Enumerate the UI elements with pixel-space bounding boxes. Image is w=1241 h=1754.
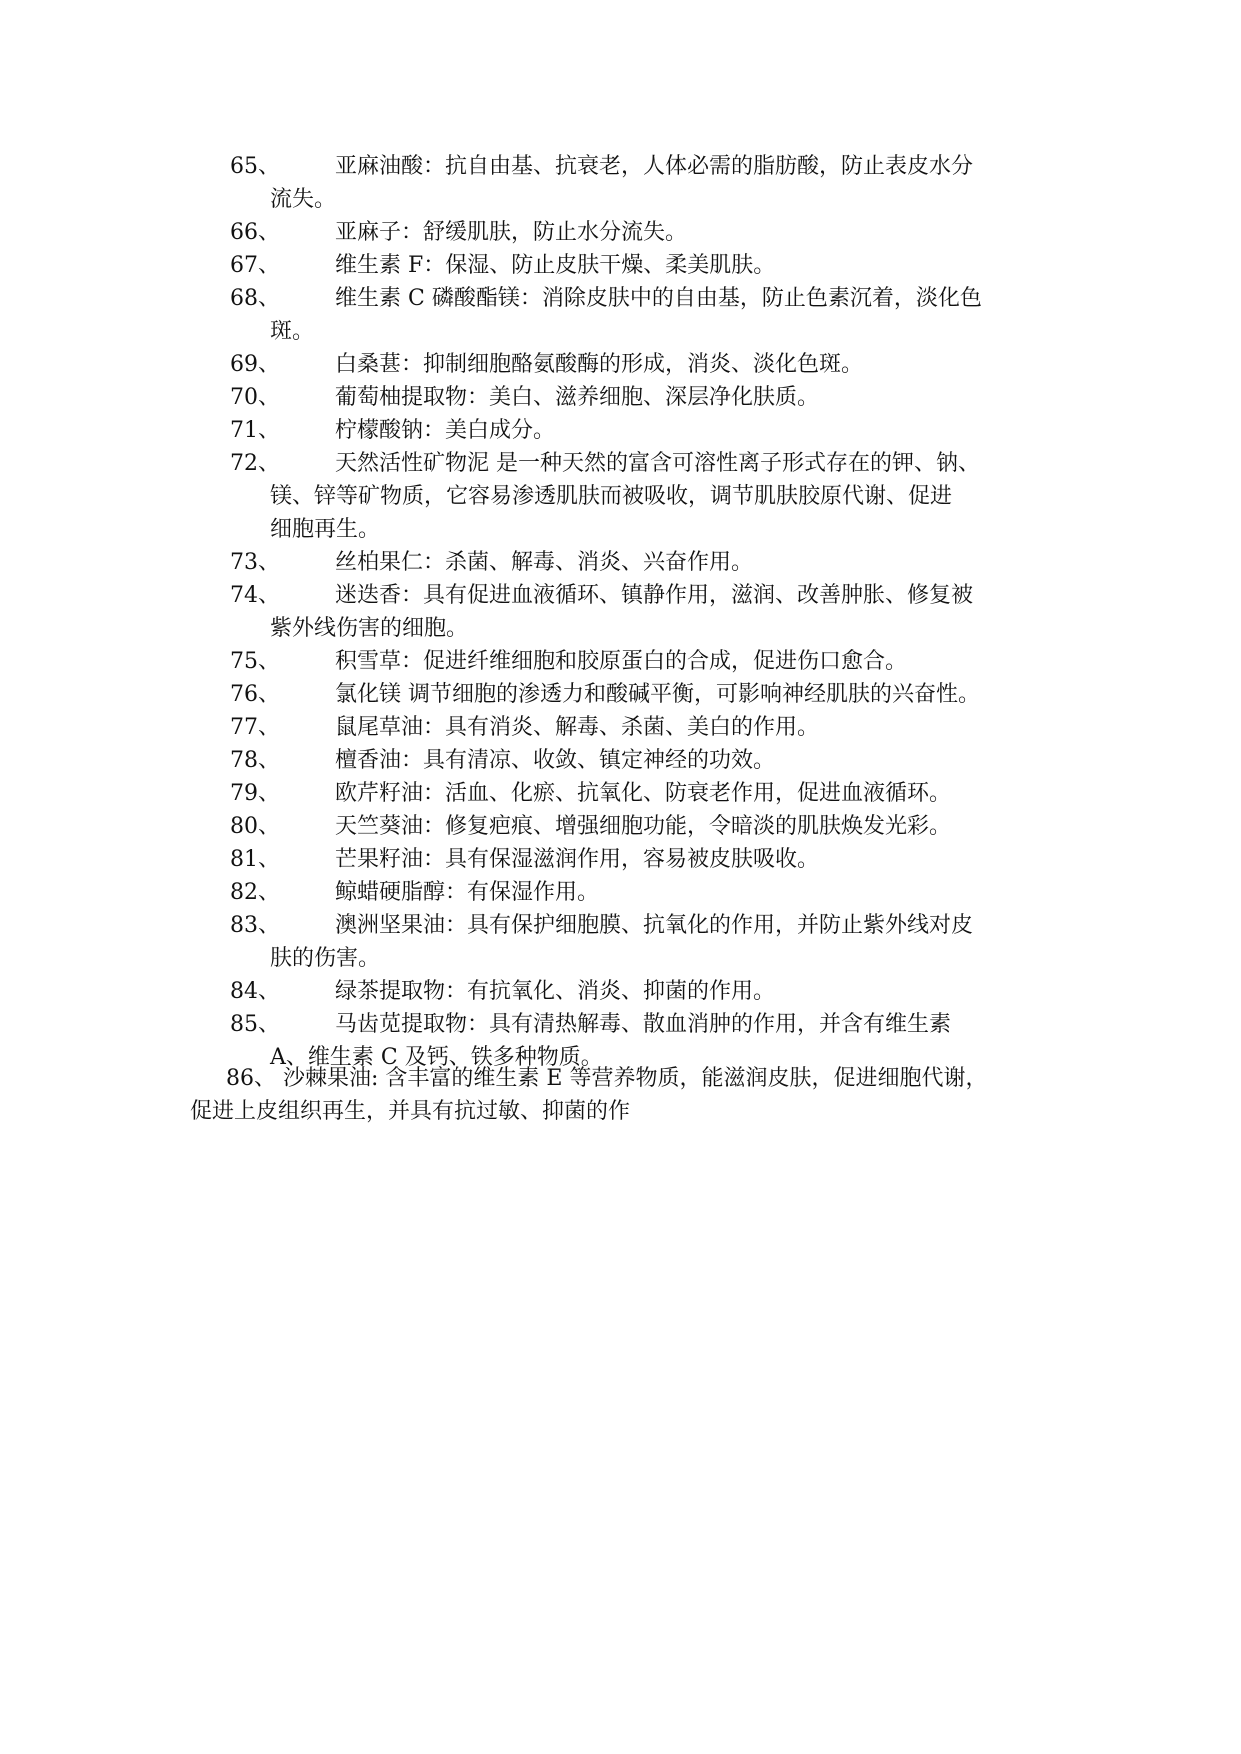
item-term: 鼠尾草油： <box>335 715 446 740</box>
item-number: 77、 <box>230 715 280 740</box>
item-term: 马齿苋提取物： <box>335 1012 490 1037</box>
list-item-86 <box>190 1062 1050 1128</box>
list-item <box>230 249 1050 282</box>
list-item <box>230 645 1050 678</box>
item-description: 是一种天然的富含可溶性离子形式存在的钾、钠、 <box>496 451 981 476</box>
item-term: 维生素 C 磷酸酯镁： <box>335 286 542 311</box>
item-term: 檀香油： <box>335 748 424 773</box>
item-number: 74、 <box>230 583 280 608</box>
item-number: 79、 <box>230 781 280 806</box>
item-number: 67、 <box>230 253 280 278</box>
item-description: 杀菌、解毒、消炎、兴奋作用。 <box>445 550 754 575</box>
list-item <box>230 744 1050 777</box>
list-item <box>230 150 1050 216</box>
item-number: 72、 <box>230 451 280 476</box>
item-description: 消除皮肤中的自由基，防止色素沉着，淡化色 <box>541 286 982 311</box>
item-description: 有保湿作用。 <box>467 880 600 905</box>
list-item <box>230 876 1050 909</box>
item-description: 美白、滋养细胞、深层净化肤质。 <box>489 385 820 410</box>
list-item <box>230 678 1050 711</box>
item-number: 86、 <box>226 1066 276 1091</box>
item-number: 80、 <box>230 814 280 839</box>
item-term: 亚麻油酸： <box>335 154 446 179</box>
item-86-line2: 促进上皮组织再生，并具有抗过敏、抑菌的作 <box>190 1099 631 1124</box>
item-description-continued: 斑。 <box>270 319 315 344</box>
item-term: 维生素 F： <box>335 253 446 278</box>
item-description-continued: A、维生素 C 及钙、铁多种物质。 <box>270 1045 603 1070</box>
list-item <box>230 414 1050 447</box>
item-description: 具有清热解毒、散血消肿的作用，并含有维生素 <box>489 1012 952 1037</box>
item-term: 天竺葵油： <box>335 814 446 839</box>
item-number: 83、 <box>230 913 280 938</box>
item-term: 丝柏果仁： <box>335 550 446 575</box>
item-description-continued: 肤的伤害。 <box>270 946 381 971</box>
list-item <box>230 381 1050 414</box>
item-number: 68、 <box>230 286 280 311</box>
item-term: 柠檬酸钠： <box>335 418 446 443</box>
item-term: 白桑葚： <box>335 352 424 377</box>
item-description-continued: 细胞再生。 <box>270 517 381 542</box>
item-number: 81、 <box>230 847 280 872</box>
list-item <box>230 909 1050 975</box>
list-item <box>230 810 1050 843</box>
list-item <box>230 579 1050 645</box>
item-description: 含丰富的维生素 E 等营养物质，能滋润皮肤，促进细胞代谢， <box>385 1066 988 1091</box>
item-term: 积雪草： <box>335 649 424 674</box>
ingredient-list <box>230 150 1050 1074</box>
item-description: 具有促进血液循环、镇静作用，滋润、改善肿胀、修复被 <box>423 583 974 608</box>
item-description: 具有清凉、收敛、镇定神经的功效。 <box>423 748 776 773</box>
list-item <box>230 711 1050 744</box>
item-description: 具有保护细胞膜、抗氧化的作用，并防止紫外线对皮 <box>467 913 974 938</box>
item-number: 65、 <box>230 154 280 179</box>
list-item <box>230 282 1050 348</box>
list-item <box>230 975 1050 1008</box>
item-term: 沙棘果油 <box>283 1066 372 1091</box>
item-term: 迷迭香： <box>335 583 424 608</box>
item-term: 鲸蜡硬脂醇： <box>335 880 468 905</box>
item-term: 葡萄柚提取物： <box>335 385 490 410</box>
item-description: 抑制细胞酪氨酸酶的形成，消炎、淡化色斑。 <box>423 352 864 377</box>
item-term: 澳洲坚果油： <box>335 913 468 938</box>
item-term: 氯化镁 <box>335 682 402 707</box>
item-number: 84、 <box>230 979 280 1004</box>
item-term: 欧芹籽油： <box>335 781 446 806</box>
item-description: 活血、化瘀、抗氧化、防衰老作用，促进血液循环。 <box>445 781 952 806</box>
item-number: 71、 <box>230 418 280 443</box>
item-term: 绿茶提取物： <box>335 979 468 1004</box>
list-item <box>230 843 1050 876</box>
item-description: 舒缓肌肤，防止水分流失。 <box>423 220 688 245</box>
item-term: 亚麻子： <box>335 220 424 245</box>
item-description-continued: 镁、锌等矿物质，它容易渗透肌肤而被吸收，调节肌肤胶原代谢、促进 <box>270 484 953 509</box>
item-86-line1: 86、 沙棘果油: 含丰富的维生素 E 等营养物质，能滋润皮肤，促进细胞代谢， <box>226 1066 988 1091</box>
item-description: 抗自由基、抗衰老，人体必需的脂肪酸，防止表皮水分 <box>445 154 974 179</box>
item-number: 82、 <box>230 880 280 905</box>
item-description: 保湿、防止皮肤干燥、柔美肌肤。 <box>445 253 776 278</box>
item-number: 70、 <box>230 385 280 410</box>
item-term: 天然活性矿物泥 <box>335 451 490 476</box>
item-description: 美白成分。 <box>445 418 556 443</box>
item-term: 芒果籽油： <box>335 847 446 872</box>
list-item <box>230 216 1050 249</box>
item-number: 75、 <box>230 649 280 674</box>
list-item <box>230 546 1050 579</box>
item-number: 73、 <box>230 550 280 575</box>
item-description-continued: 紫外线伤害的细胞。 <box>270 616 469 641</box>
item-number: 78、 <box>230 748 280 773</box>
list-item <box>230 447 1050 546</box>
item-description: 具有保湿滋润作用，容易被皮肤吸收。 <box>445 847 820 872</box>
item-number: 66、 <box>230 220 280 245</box>
item-description: 具有消炎、解毒、杀菌、美白的作用。 <box>445 715 820 740</box>
item-description: 促进纤维细胞和胶原蛋白的合成，促进伤口愈合。 <box>423 649 908 674</box>
item-number: 69、 <box>230 352 280 377</box>
list-item <box>230 348 1050 381</box>
item-number: 76、 <box>230 682 280 707</box>
item-description: 有抗氧化、消炎、抑菌的作用。 <box>467 979 776 1004</box>
item-number: 85、 <box>230 1012 280 1037</box>
list-item <box>230 777 1050 810</box>
item-description: 修复疤痕、增强细胞功能，令暗淡的肌肤焕发光彩。 <box>445 814 952 839</box>
item-description: 调节细胞的渗透力和酸碱平衡，可影响神经肌肤的兴奋性。 <box>408 682 981 707</box>
item-description-continued: 流失。 <box>270 187 337 212</box>
